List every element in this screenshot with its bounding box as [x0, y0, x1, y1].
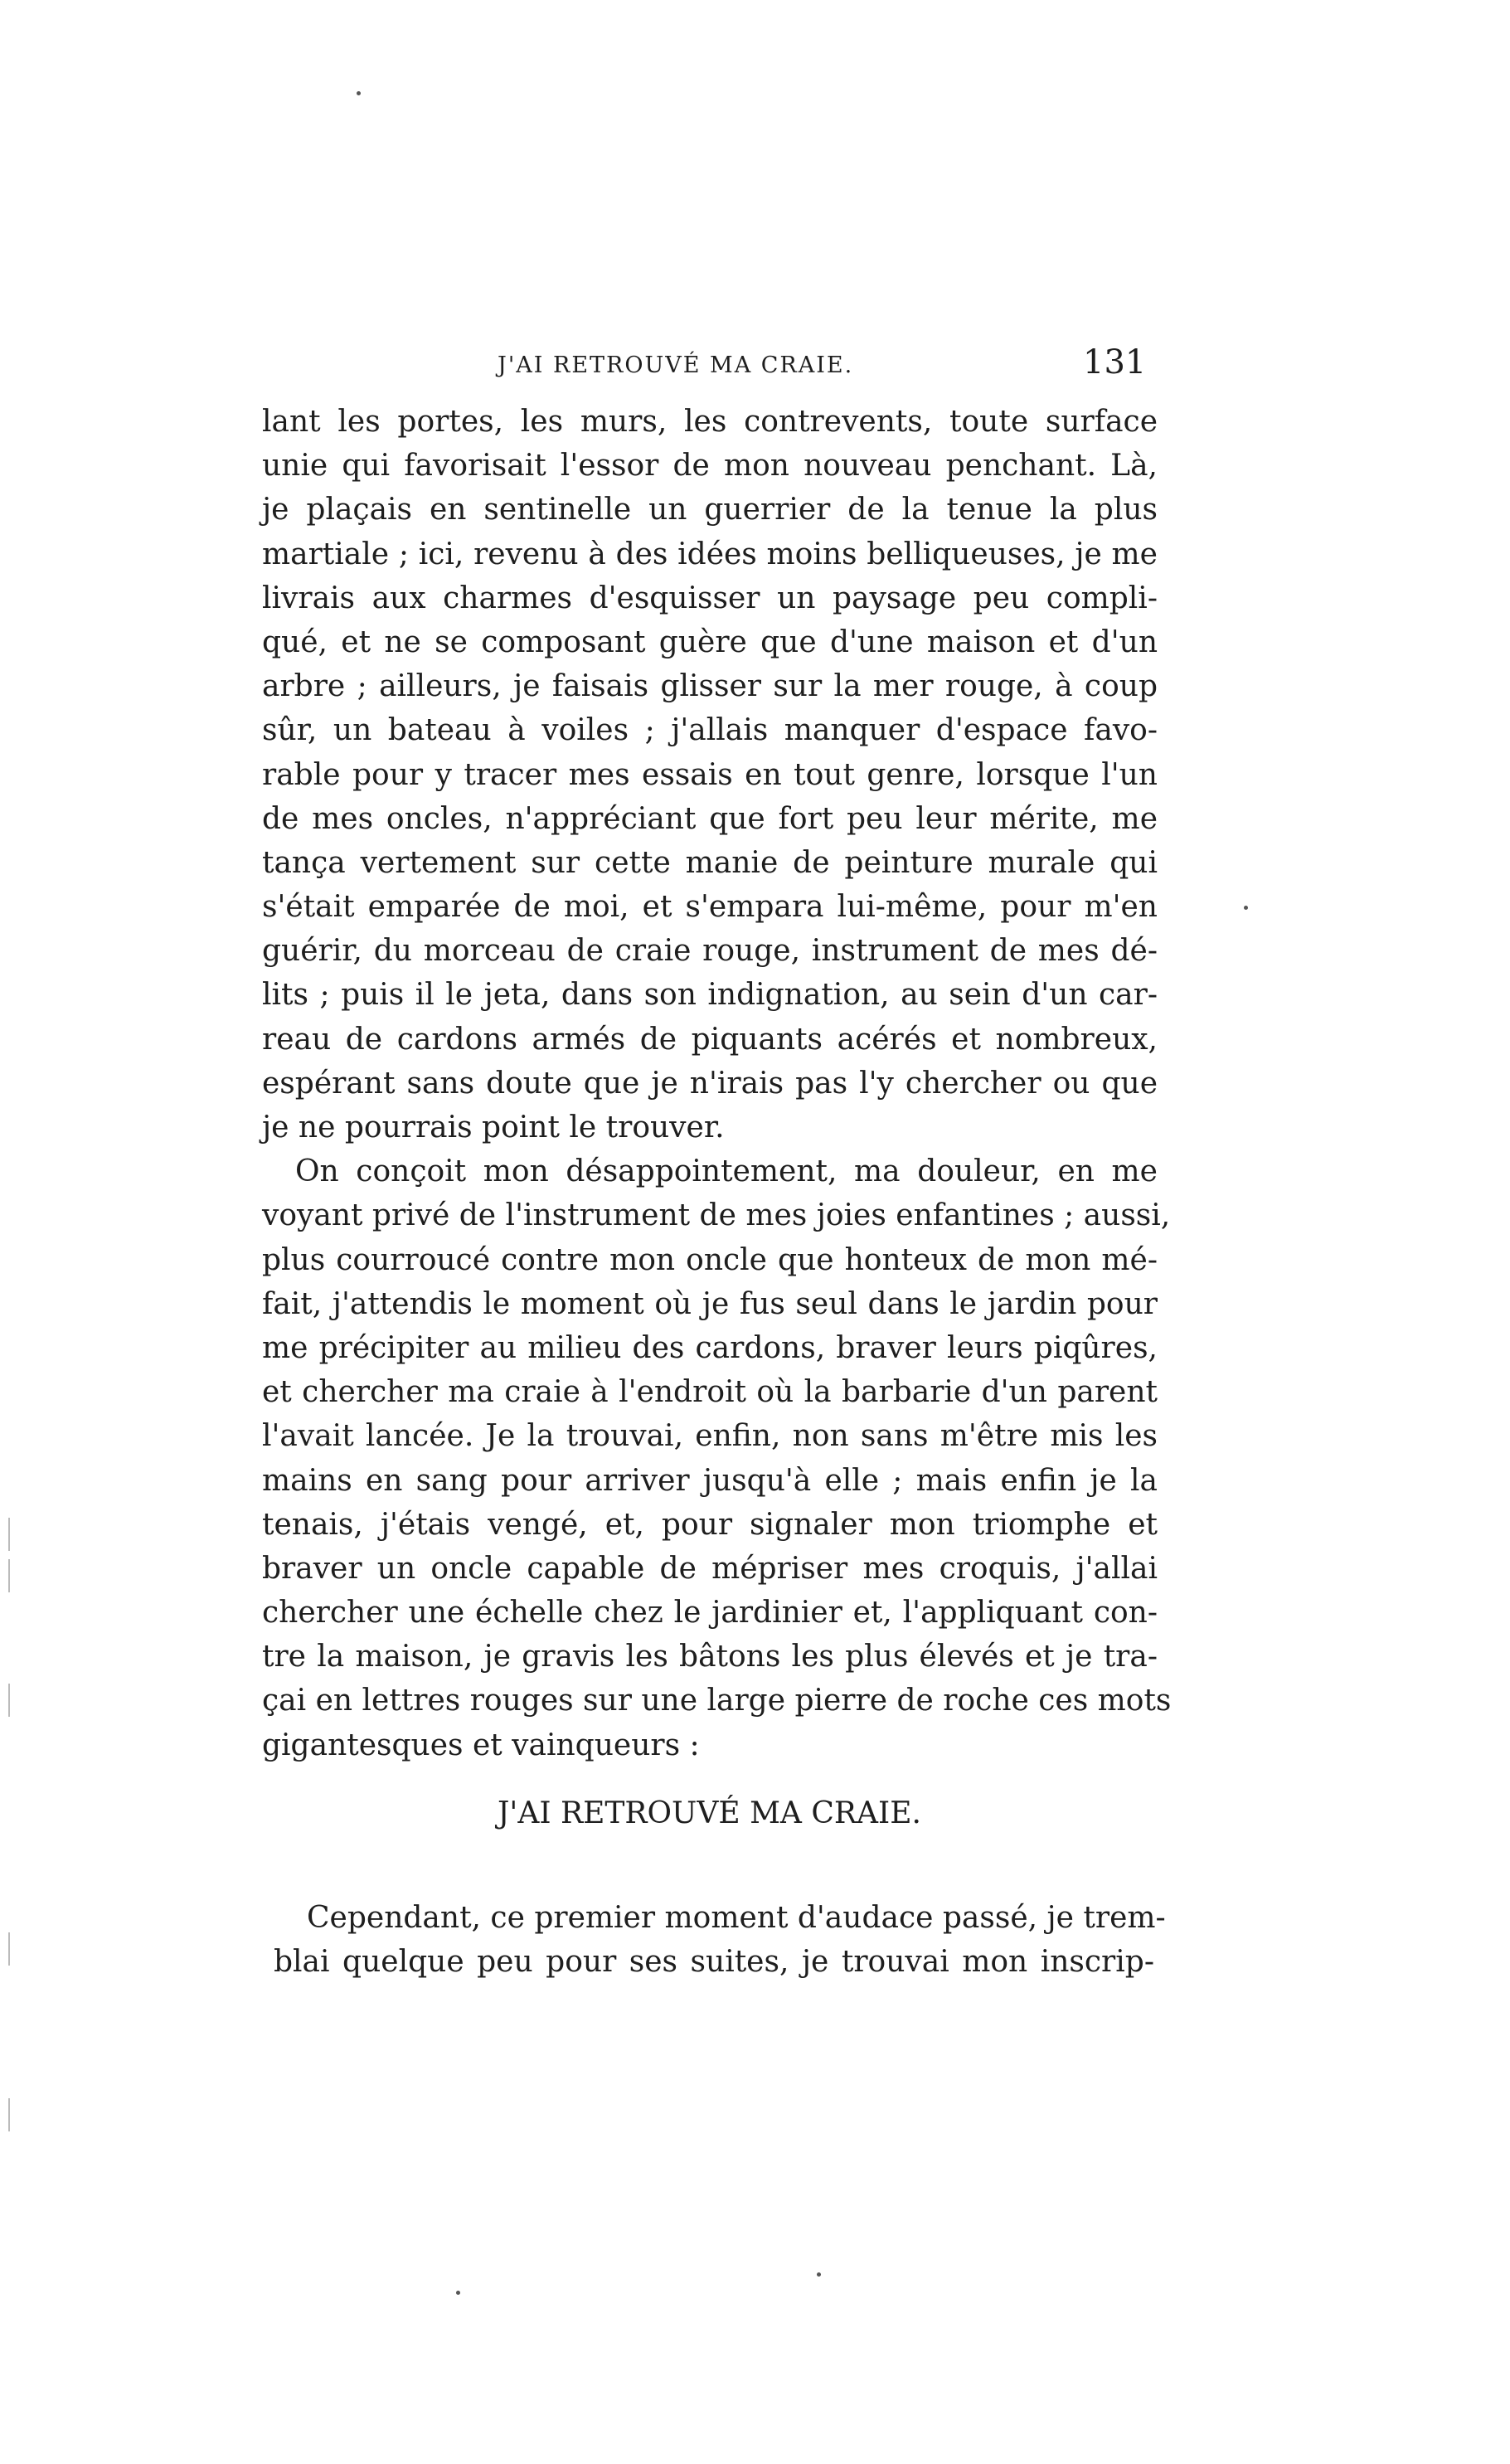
text-line: de mes oncles, n'appréciant que fort peu leur mérite, me — [262, 801, 1158, 836]
text-line: braver un oncle capable de mépriser mes croquis, j'allai — [262, 1551, 1158, 1586]
text-line: livrais aux charmes d'esquisser un paysage peu compli- — [262, 581, 1158, 615]
main-text — [262, 400, 1172, 1767]
text-line: fait, j'attendis le moment où je fus seul dans le jardin pour — [262, 1286, 1158, 1321]
margin-mark — [8, 1559, 10, 1592]
text-line: arbre ; ailleurs, je faisais glisser sur la mer rouge, à coup — [262, 669, 1158, 704]
margin-mark — [8, 1932, 10, 1966]
text-line: s'était emparée de moi, et s'empara lui-même, pour m'en — [262, 890, 1158, 925]
text-line: espérant sans doute que je n'irais pas l'y chercher ou que — [262, 1066, 1158, 1101]
running-title: J'AI RETROUVÉ MA CRAIE. — [498, 352, 854, 378]
text-line: tenais, j'étais vengé, et, pour signaler mon triomphe et — [262, 1507, 1158, 1542]
text-line: tança vertement sur cette manie de peinture murale qui — [262, 845, 1158, 880]
paragraph-3 — [274, 1896, 1166, 1984]
text-line: reau de cardons armés de piquants acérés et nombreux, — [262, 1022, 1158, 1057]
text-line: je plaçais en sentinelle un guerrier de la tenue la plus — [262, 493, 1158, 527]
text-line: tre la maison, je gravis les bâtons les plus élevés et je tra- — [262, 1640, 1158, 1674]
text-line: çai en lettres rouges sur une large pierre de roche ces mots — [262, 1684, 1172, 1718]
paper-speck — [1244, 906, 1248, 910]
paper-speck — [456, 2291, 460, 2295]
text-line: martiale ; ici, revenu à des idées moins belliqueuses, je me — [262, 537, 1158, 571]
margin-mark — [8, 1518, 10, 1551]
margin-mark — [8, 1684, 10, 1717]
text-line: chercher une échelle chez le jardinier et, l'appliquant con- — [262, 1596, 1158, 1631]
paper-speck — [357, 91, 361, 95]
text-line: je ne pourrais point le trouver. — [262, 1111, 725, 1145]
text-line: unie qui favorisait l'essor de mon nouveau penchant. Là, — [262, 449, 1158, 484]
text-line: voyant privé de l'instrument de mes joies enfantines ; aussi, — [262, 1198, 1171, 1233]
paragraph-1 — [262, 400, 1158, 1149]
text-line: et chercher ma craie à l'endroit où la barbarie d'un parent — [262, 1375, 1158, 1410]
text-line: blai quelque peu pour ses suites, je trouvai mon inscrip- — [274, 1945, 1154, 1980]
margin-mark — [8, 2098, 10, 2131]
paper-speck — [817, 2272, 821, 2277]
paragraph-2 — [262, 1149, 1172, 1767]
text-line: Cependant, ce premier moment d'audace passé, je trem- — [307, 1901, 1166, 1935]
inscription-heading: J'AI RETROUVÉ MA CRAIE. — [498, 1796, 921, 1830]
page-number: 131 — [1083, 343, 1147, 382]
text-line: guérir, du morceau de craie rouge, instrument de mes dé- — [262, 934, 1158, 969]
text-line: qué, et ne se composant guère que d'une maison et d'un — [262, 625, 1158, 659]
text-line: sûr, un bateau à voiles ; j'allais manquer d'espace favo- — [262, 713, 1158, 748]
text-line: l'avait lancée. Je la trouvai, enfin, non sans m'être mis les — [262, 1419, 1158, 1454]
text-line: On conçoit mon désappointement, ma douleur, en me — [295, 1154, 1158, 1189]
text-line: rable pour y tracer mes essais en tout genre, lorsque l'un — [262, 757, 1158, 792]
text-line: plus courroucé contre mon oncle que honteux de mon mé- — [262, 1242, 1158, 1277]
text-line: lant les portes, les murs, les contrevents, toute surface — [262, 405, 1158, 439]
text-line: me précipiter au milieu des cardons, braver leurs piqûres, — [262, 1330, 1158, 1365]
text-line: lits ; puis il le jeta, dans son indignation, au sein d'un car- — [262, 978, 1158, 1013]
text-line: mains en sang pour arriver jusqu'à elle ; mais enfin je la — [262, 1463, 1158, 1498]
text-line: gigantesques et vainqueurs : — [262, 1728, 700, 1762]
